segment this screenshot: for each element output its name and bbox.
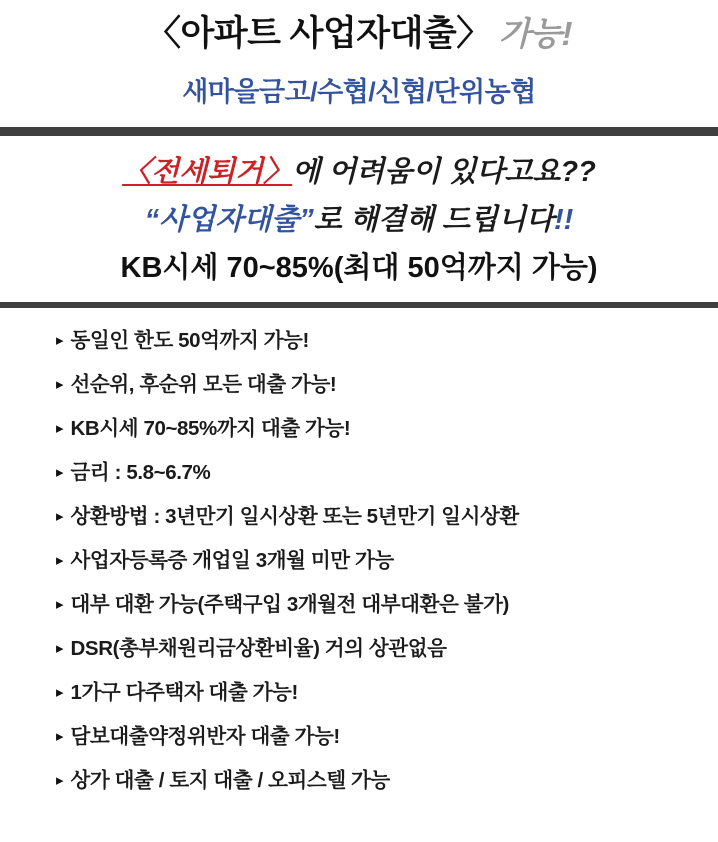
list-item: [0, 370, 718, 414]
list-item-label: 담보대출약정위반자 대출 가능!: [70, 724, 340, 748]
list-item: [0, 458, 718, 502]
list-item-label: KB시세 70~85%까지 대출 가능!: [70, 416, 351, 440]
bullet-triangle-icon: ▸: [56, 727, 64, 745]
list-item-label: 사업자등록증 개업일 3개월 미만 가능: [70, 548, 394, 572]
list-item: [0, 414, 718, 458]
list-item: [0, 546, 718, 590]
bullet-triangle-icon: ▸: [56, 551, 64, 569]
bullet-triangle-icon: ▸: [56, 683, 64, 701]
bullet-triangle-icon: ▸: [56, 771, 64, 789]
lender-list-subtitle: 새마을금고/수협/신협/단위농협: [182, 76, 536, 107]
list-item: [0, 326, 718, 370]
list-item-label: DSR(총부채원리금상환비율) 거의 상관없음: [70, 636, 447, 660]
list-item-label: 선순위, 후순위 모든 대출 가능!: [70, 372, 337, 396]
list-item-label: 상환방법 : 3년만기 일시상환 또는 5년만기 일시상환: [70, 504, 519, 528]
list-item: [0, 766, 718, 810]
pitch-line-3: KB시세 70~85%(최대 50억까지 가능): [120, 251, 598, 284]
pitch-highlight-red: 〈전세퇴거〉: [122, 155, 293, 188]
bullet-triangle-icon: ▸: [56, 639, 64, 657]
pitch-line-2-marks: !!: [553, 203, 574, 236]
bullet-triangle-icon: ▸: [56, 463, 64, 481]
bullet-triangle-icon: ▸: [56, 375, 64, 393]
pitch-line-2-rest: 로 해결해 드립니다: [313, 203, 554, 236]
list-item-label: 상가 대출 / 토지 대출 / 오피스텔 가능: [70, 768, 390, 792]
title-main-text: 아파트 사업자대출: [180, 14, 457, 53]
list-item-label: 동일인 한도 50억까지 가능!: [70, 328, 309, 352]
list-item-label: 대부 대환 가능(주택구입 3개월전 대부대환은 불가): [70, 592, 509, 616]
list-item-label: 1가구 다주택자 대출 가능!: [70, 680, 298, 704]
pitch-quoted-term: “사업자대출”: [144, 203, 314, 236]
title-suffix-text: 가능!: [498, 15, 572, 52]
divider-top: [0, 127, 718, 136]
bullet-triangle-icon: ▸: [56, 419, 64, 437]
bullet-triangle-icon: ▸: [56, 595, 64, 613]
title-bracket-close: 〉: [456, 14, 491, 53]
list-item: [0, 502, 718, 546]
list-item: [0, 722, 718, 766]
list-item: [0, 590, 718, 634]
list-item: [0, 634, 718, 678]
list-item-label: 금리 : 5.8~6.7%: [70, 460, 211, 484]
pitch-line-2: [0, 200, 718, 240]
title-bracket-open: 〈: [146, 14, 181, 53]
feature-list: [0, 308, 718, 810]
bullet-triangle-icon: ▸: [56, 507, 64, 525]
page-title: [0, 12, 718, 56]
poster-header: [0, 0, 718, 109]
list-item: [0, 678, 718, 722]
bullet-triangle-icon: ▸: [56, 331, 64, 349]
pitch-line-1: [0, 152, 718, 192]
pitch-line-1-rest: 에 어려움이 있다고요??: [292, 155, 596, 188]
pitch-section: [0, 136, 718, 302]
